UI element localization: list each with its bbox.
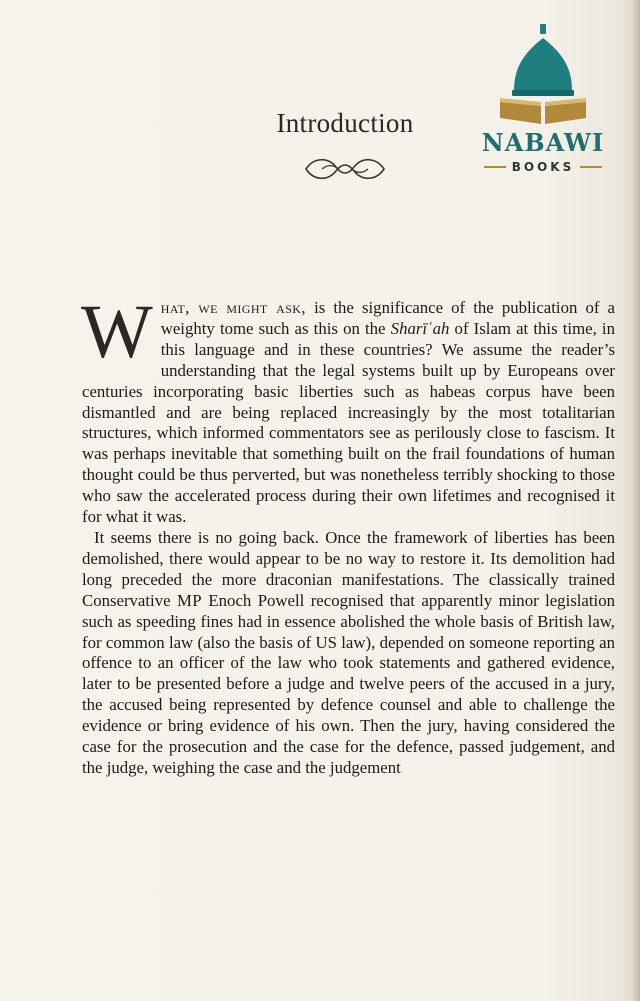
chapter-title: Introduction xyxy=(276,108,414,138)
page-edge-shadow xyxy=(632,0,640,1001)
body-text xyxy=(81,290,615,779)
ornament-flourish-icon xyxy=(302,153,388,185)
drop-cap: W xyxy=(81,290,153,374)
paragraph-2 xyxy=(82,528,615,779)
paragraph-1-text-b: of Islam at this time, in this language and in these countries? We assume the reader’s understanding that the legal systems built up by Europeans over centuries incorporating basic liberties such as habeas corpus have been dismantled and are being replaced increasingly by the most totalitarian structures, which informed commentators see as perilously close to fascism. It was perhaps inevitable that something built on the frail foundations of human thought could be thus perverted, but was nonetheless terribly shocking to those who saw the accelerated process during their own lifetimes and recognised it for what it was. xyxy=(82,318,615,527)
logo-subtitle xyxy=(478,160,608,174)
logo-brand-name: NABAWI xyxy=(481,128,605,157)
logo-subtitle-text: BOOKS xyxy=(511,160,575,174)
mp-smallcaps: MP xyxy=(176,590,203,610)
logo-rule-right xyxy=(580,166,602,168)
logo-rule-left xyxy=(484,166,506,168)
sharia-italic: Sharīʿah xyxy=(390,318,450,338)
lead-in-smallcaps: hat, we might ask, xyxy=(160,298,306,317)
paragraph-2-text-a: It seems there is no going back. Once the framework of liberties has been demolished, there would appear to be no way to restore it. Its demolition had long preceded the more draconian manifestations. The classically trained Conservative xyxy=(82,527,615,610)
paragraph-1-text-a: is the significance of the publication of a weighty tome such as this on the xyxy=(160,298,615,338)
paragraph-1 xyxy=(81,290,615,528)
paragraph-2-text-b: Enoch Powell recognised that apparently minor legislation such as speeding fines had in essence abolished the whole basis of British law, for common law (also the basis of US law), depended on someone reporting an offence to an officer of the law who took statements and gathered evidence, later to be presented before a judge and twelve peers of the accused in a jury, the accused being represented by defence counsel and able to challenge the evidence or bring evidence of his own. Then the jury, having considered the case for the prosecution and the case for the defence, passed judgement, and the judge, weighing the case and the judgement xyxy=(82,590,615,777)
